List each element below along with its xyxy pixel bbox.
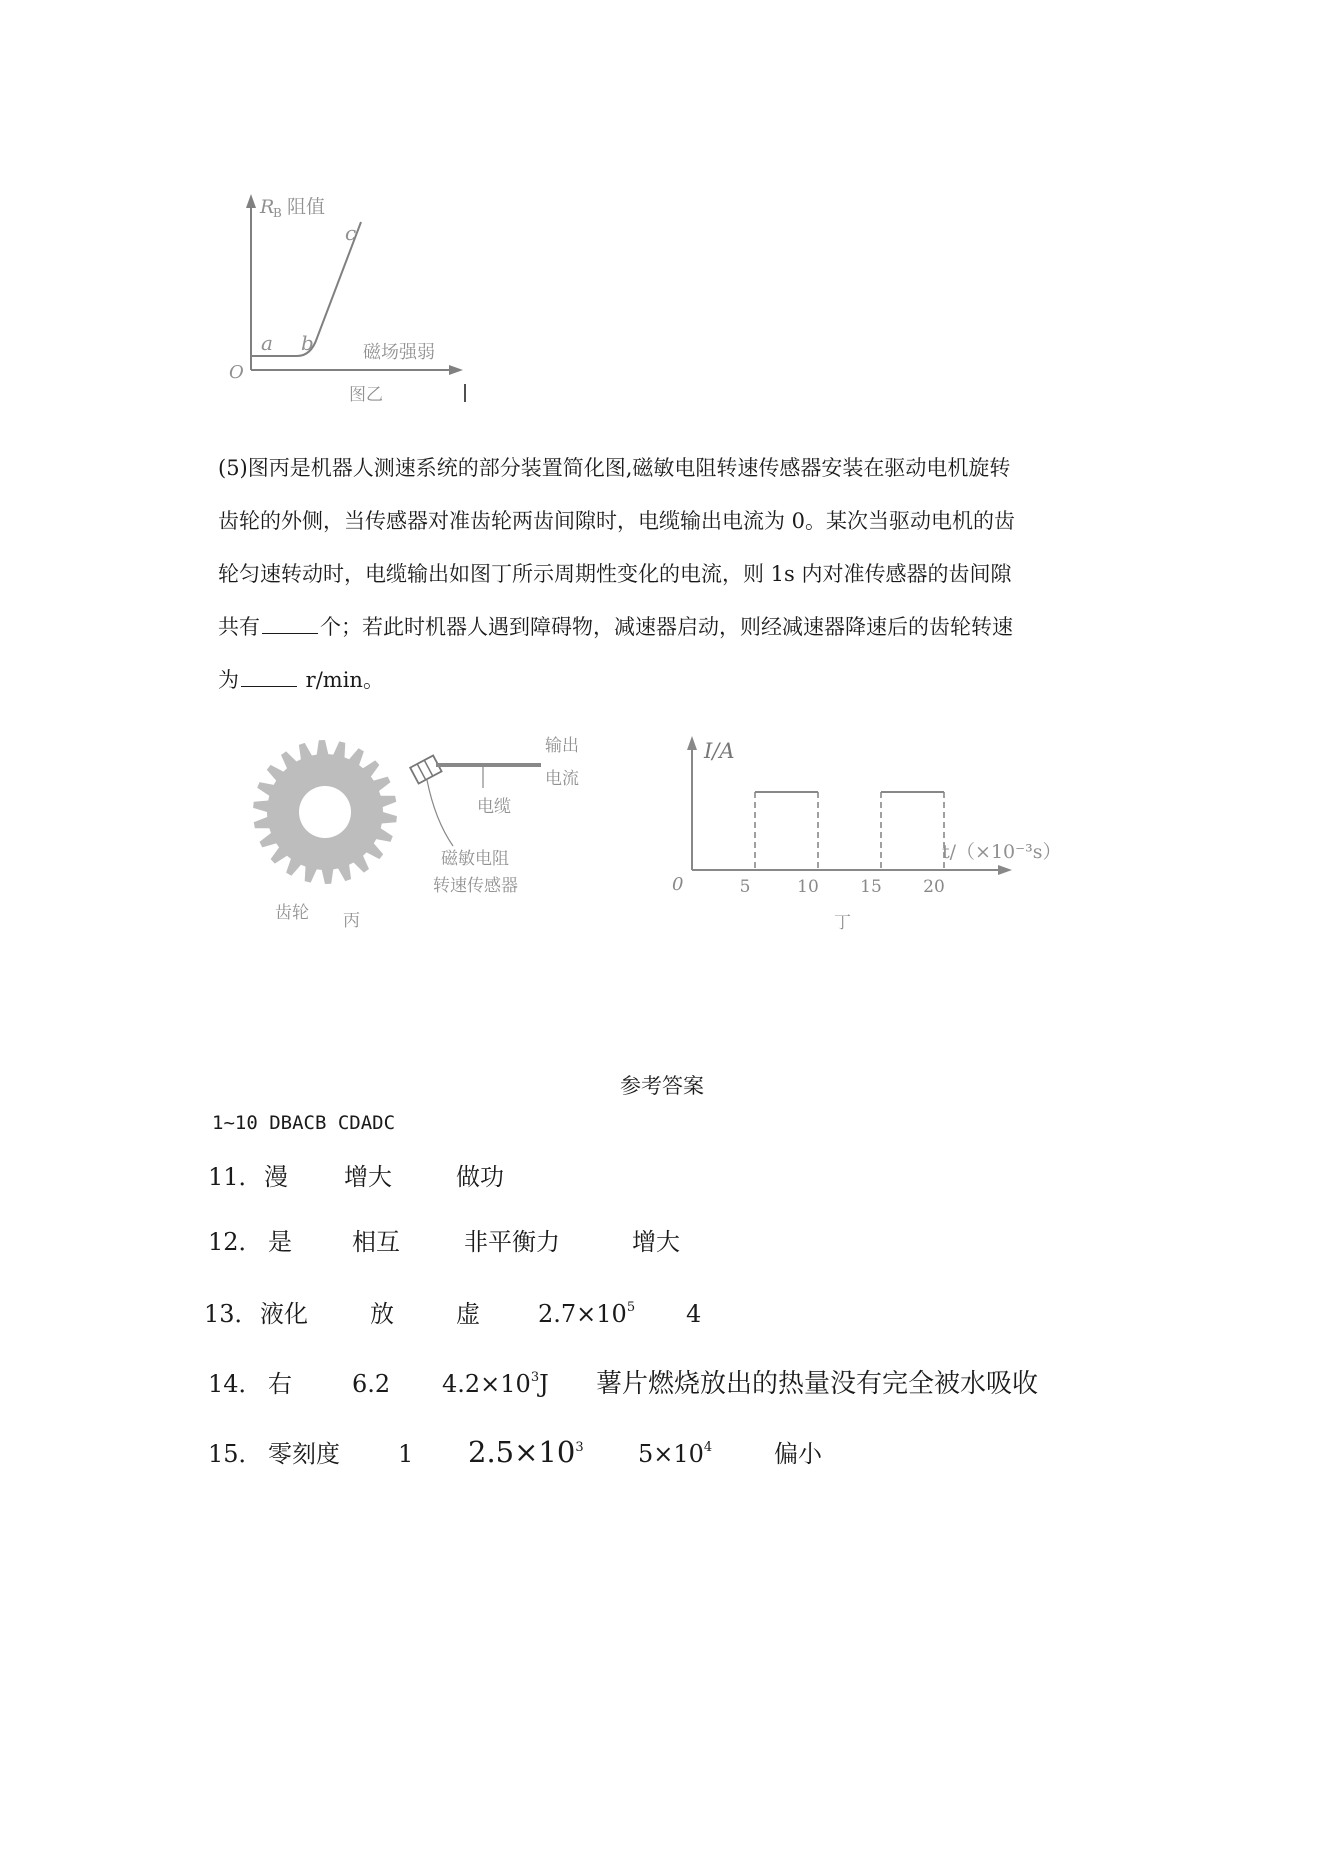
q13-a4-exp: 5: [626, 1300, 636, 1315]
q15-a1: 零刻度: [268, 1440, 340, 1468]
y-axis-arrow: [246, 194, 256, 208]
q12-a3: 非平衡力: [464, 1228, 560, 1256]
q12-a1: 是: [268, 1228, 292, 1256]
point-c: c: [345, 221, 357, 245]
cable-label: 电缆: [477, 797, 511, 817]
q13-num: 13．: [204, 1300, 259, 1328]
q5-line-3: 轮匀速转动时，电缆输出如图丁所示周期性变化的电流，则 1s 内对准传感器的齿间隙: [218, 562, 1012, 586]
origin-zero: 0: [672, 874, 684, 895]
question-5: [218, 442, 1148, 707]
output-label-1: 输出: [545, 736, 579, 756]
q15-a4: [638, 1440, 774, 1468]
q14-a3-base: 4.2×10: [442, 1370, 531, 1398]
q13-a1: 液化: [260, 1300, 308, 1328]
sensor-label-2: 转速传感器: [433, 876, 518, 896]
q13-a4: [538, 1300, 686, 1328]
answer-row-12: [208, 1222, 680, 1257]
q14-a3: [442, 1370, 596, 1398]
q15-a2: 1: [398, 1440, 414, 1468]
origin-o: O: [229, 362, 244, 383]
q15-a3-base: 2.5×10: [468, 1435, 576, 1469]
q15-num: 15．: [208, 1440, 263, 1468]
gear-hole: [299, 786, 351, 838]
caption-yi: 图乙: [349, 385, 383, 405]
output-label-2: 电流: [545, 769, 579, 789]
q13-a5: 4: [686, 1300, 702, 1328]
figure-yi: [225, 188, 475, 413]
q5-line-4-a: 共有: [218, 615, 260, 639]
answer-row-13: [204, 1294, 701, 1329]
x-label: 磁场强弱: [363, 342, 435, 363]
x-axis-arrow: [449, 365, 463, 375]
figure-ding: [662, 728, 1082, 938]
x-tick-10: 10: [797, 877, 819, 897]
x-label: t/（×10⁻³s）: [942, 841, 1062, 863]
q11-a2: 增大: [344, 1163, 392, 1191]
q5-line-4-b: 个；若此时机器人遇到障碍物，减速器启动，则经减速器降速后的齿轮转速: [320, 615, 1013, 639]
x-tick-15: 15: [860, 877, 882, 897]
q11-a3: 做功: [456, 1163, 504, 1191]
caption-ding: 丁: [834, 913, 851, 933]
x-tick-20: 20: [923, 877, 945, 897]
q5-line-5-a: 为: [218, 668, 239, 692]
sensor-leader: [427, 780, 453, 846]
q12-a4: 增大: [632, 1228, 680, 1256]
q14-a3-exp: 3: [530, 1370, 540, 1385]
gear-label: 齿轮: [275, 903, 309, 923]
answer-blank-1[interactable]: [262, 613, 318, 634]
sensor-label-1: 磁敏电阻: [441, 849, 509, 869]
y-label-text: 阻值: [287, 196, 326, 218]
answers-multiple-choice: 1~10 DBACB CDADC: [212, 1112, 396, 1134]
answer-row-11: [208, 1157, 504, 1192]
answer-row-14: [208, 1363, 1038, 1400]
q5-line-4: [218, 601, 1148, 654]
y-axis-arrow: [687, 736, 697, 750]
answers-title: 参考答案: [620, 1074, 704, 1098]
q15-a4-base: 5×10: [638, 1440, 704, 1468]
q5-line-5: [218, 654, 1148, 707]
x-tick-5: 5: [739, 877, 751, 897]
q12-a2: 相互: [352, 1228, 400, 1256]
sensor-icon: [410, 755, 441, 783]
q13-a3: 虚: [456, 1300, 480, 1328]
q15-a3: [468, 1435, 638, 1469]
q15-a3-exp: 3: [575, 1440, 584, 1455]
x-axis-arrow: [998, 865, 1012, 875]
gear-icon: [253, 740, 397, 884]
answer-row-15: [208, 1434, 822, 1469]
answer-blank-2[interactable]: [241, 666, 297, 687]
q14-num: 14．: [208, 1370, 263, 1398]
q15-a5: 偏小: [774, 1440, 822, 1468]
q5-line-5-b: r/min。: [299, 668, 384, 692]
y-label: I/A: [704, 739, 735, 763]
q13-a4-base: 2.7×10: [538, 1300, 627, 1328]
q14-a3-unit: J: [539, 1370, 549, 1398]
q14-a4: 薯片燃烧放出的热量没有完全被水吸收: [596, 1369, 1039, 1399]
caption-bing: 丙: [343, 911, 360, 931]
q14-a2: 6.2: [352, 1370, 391, 1398]
y-label-sub: B: [273, 206, 282, 220]
q11-num: 11．: [208, 1163, 263, 1191]
point-b: b: [301, 331, 314, 355]
q5-line-2: 齿轮的外侧，当传感器对准齿轮两齿间隙时，电缆输出电流为 0。某次当驱动电机的齿: [218, 509, 1016, 533]
q12-num: 12．: [208, 1228, 263, 1256]
q13-a2: 放: [370, 1300, 394, 1328]
figure-bing: [245, 728, 615, 940]
q15-a4-exp: 4: [703, 1440, 713, 1455]
q11-a1: 漫: [264, 1163, 288, 1191]
q5-line-1: (5)图丙是机器人测速系统的部分装置简化图,磁敏电阻转速传感器安装在驱动电机旋转: [218, 456, 1011, 480]
y-label-r: R: [260, 196, 275, 218]
q14-a1: 右: [268, 1370, 292, 1398]
point-a: a: [261, 331, 273, 355]
